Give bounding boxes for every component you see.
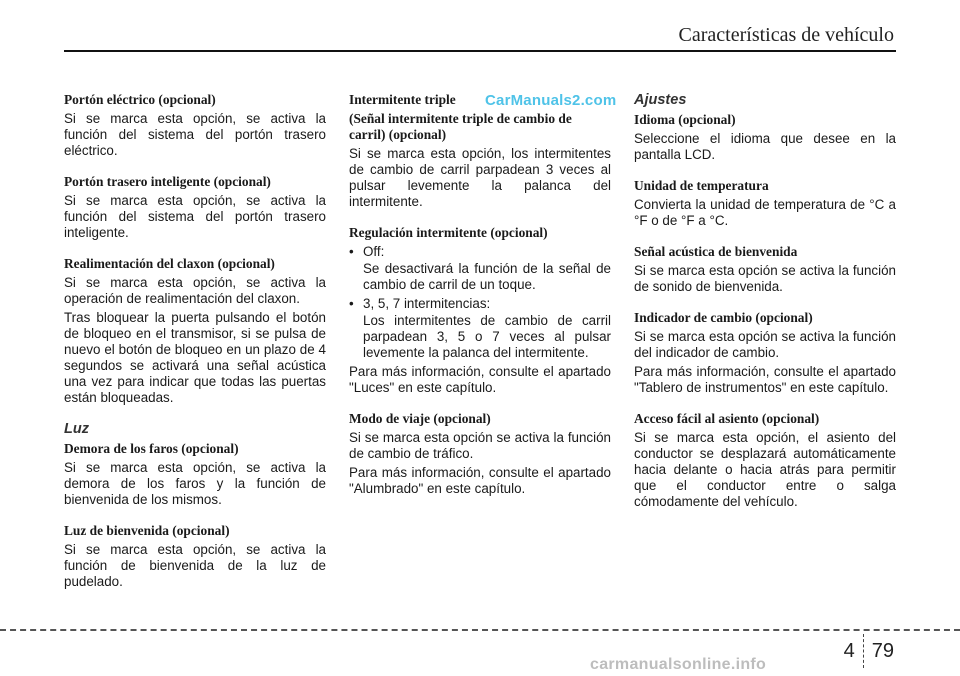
section-text: Seleccione el idioma que desee en la pantalla LCD. (634, 131, 896, 162)
section-text: Si se marca esta opción, se activa la demora de los faros y la función de bienvenida de los mismos. (64, 460, 326, 507)
bullet-label: Off: (363, 244, 385, 259)
section-turn-signal-setting (349, 225, 611, 396)
bullet-dot-icon: • (349, 296, 354, 311)
bullet-description: Se desactivará la función de la señal de cambio de carril de un toque. (363, 261, 611, 292)
section-title: Portón trasero inteligente (opcional) (64, 174, 271, 189)
watermark-top[interactable]: CarManuals2.com (485, 92, 617, 109)
section-title: Portón eléctrico (opcional) (64, 92, 216, 107)
section-title: Intermitente triple (349, 92, 456, 107)
section-text: Si se marca esta opción, los intermitentes de cambio de carril parpadean 3 veces al pulsar levemente la palanca del intermitente. (349, 146, 611, 209)
section-title: Realimentación del claxon (opcional) (64, 256, 275, 271)
section-text: Si se marca esta opción se activa la función de cambio de tráfico. (349, 430, 611, 461)
column-right (634, 92, 896, 525)
chapter-number: 4 (843, 639, 855, 662)
section-travel-mode (349, 411, 611, 497)
section-title: Señal acústica de bienvenida (634, 244, 798, 259)
section-language (634, 112, 896, 163)
bullet-description: Los intermitentes de cambio de carril parpadean 3, 5 o 7 veces al pulsar levemente la palanca del intermitente. (363, 313, 611, 360)
section-text: Tras bloquear la puerta pulsando el botón de bloqueo en el transmisor, si se pulsa de nuevo el botón de bloqueo en un plazo de 4 segundos se activará una señal acústica una vez para indicar que todas las puertas están bloqueadas. (64, 310, 326, 405)
bullet-item (349, 244, 611, 260)
section-text: Para más información, consulte el apartado "Luces" en este capítulo. (349, 364, 611, 395)
section-shift-indicator (634, 310, 896, 396)
section-title: Unidad de temperatura (634, 178, 769, 193)
section-text: Si se marca esta opción, se activa la función de bienvenida de la luz de pudelado. (64, 542, 326, 589)
category-heading-light: Luz (64, 421, 89, 437)
section-title: Acceso fácil al asiento (opcional) (634, 411, 820, 426)
section-title: Modo de viaje (opcional) (349, 411, 491, 426)
bullet-item (349, 296, 611, 312)
section-title: Indicador de cambio (opcional) (634, 310, 813, 325)
section-welcome-light (64, 523, 326, 590)
section-subtitle: (Señal intermitente triple de cambio de carril) (opcional) (349, 111, 572, 142)
section-welcome-sound (634, 244, 896, 295)
section-text: Si se marca esta opción, se activa la función del sistema del portón trasero eléctrico. (64, 111, 326, 158)
section-text: Si se marca esta opción, el asiento del conductor se desplazará automáticamente hacia delante o hacia atrás para permitir que el conductor entre o salga cómodamente del vehículo. (634, 430, 896, 509)
header-title: Características de vehículo (678, 24, 894, 46)
section-temperature-unit (634, 178, 896, 229)
footer-divider (0, 629, 960, 631)
section-power-tailgate (64, 92, 326, 159)
section-horn-feedback (64, 256, 326, 406)
header-rule (64, 50, 896, 52)
section-text: Convierta la unidad de temperatura de °C a °F o de °F a °C. (634, 197, 896, 228)
section-title: Demora de los faros (opcional) (64, 441, 239, 456)
section-text: Para más información, consulte el apartado "Alumbrado" en este capítulo. (349, 465, 611, 496)
section-triple-turn-signal (349, 92, 611, 210)
section-text: Si se marca esta opción se activa la función del indicador de cambio. (634, 329, 896, 360)
section-text: Para más información, consulte el apartado "Tablero de instrumentos" en este capítulo. (634, 364, 896, 395)
category-heading-settings: Ajustes (634, 92, 687, 108)
page-number (844, 634, 894, 668)
section-text: Si se marca esta opción se activa la función de sonido de bienvenida. (634, 263, 896, 294)
column-left (64, 92, 326, 605)
section-text: Si se marca esta opción, se activa la operación de realimentación del claxon. (64, 275, 326, 306)
bullet-dot-icon: • (349, 244, 354, 259)
section-title: Luz de bienvenida (opcional) (64, 523, 230, 538)
section-title: Idioma (opcional) (634, 112, 736, 127)
column-middle (349, 92, 611, 512)
section-text: Si se marca esta opción, se activa la función del sistema del portón trasero inteligente. (64, 193, 326, 240)
bullet-label: 3, 5, 7 intermitencias: (363, 296, 491, 311)
section-smart-tailgate (64, 174, 326, 241)
section-headlamp-delay (64, 441, 326, 508)
section-easy-access-seat (634, 411, 896, 510)
watermark-bottom[interactable]: carmanualsonline.info (590, 656, 767, 673)
page-number-separator (863, 634, 864, 668)
section-title: Regulación intermitente (opcional) (349, 225, 548, 240)
page-number-value: 79 (871, 639, 894, 662)
